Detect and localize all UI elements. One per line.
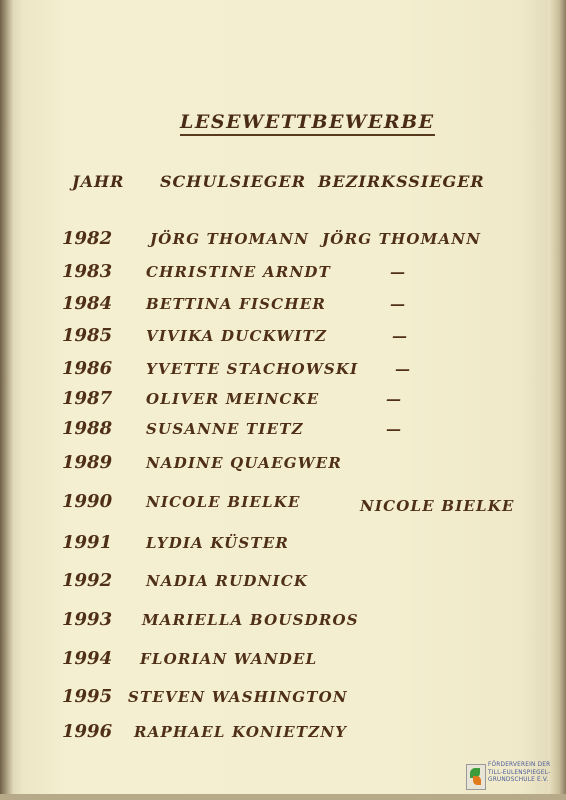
school-winner-cell: YVETTE STACHOWSKI [146, 360, 359, 378]
year-cell: 1987 [62, 388, 113, 409]
school-winner-cell: JÖRG THOMANN [150, 230, 310, 248]
table-row [0, 648, 566, 678]
school-winner-cell: NADIA RUDNICK [146, 572, 309, 590]
district-winner-cell: — [386, 390, 403, 408]
watermark-line: GRUNDSCHULE E.V. [488, 777, 549, 783]
year-cell: 1983 [62, 261, 113, 282]
watermark-text [488, 762, 562, 785]
school-winner-cell: LYDIA KÜSTER [146, 534, 290, 552]
column-header-school-winner: SCHULSIEGER [160, 172, 306, 191]
year-cell: 1989 [62, 452, 113, 473]
school-winner-cell: NADINE QUAEGWER [146, 454, 343, 472]
page-title: LESEWETTBEWERBE [180, 111, 435, 136]
table-row [0, 532, 566, 562]
page-bottom-edge [0, 794, 566, 800]
table-row [0, 609, 566, 639]
table-row [0, 721, 566, 751]
watermark-line: TILL-EULENSPIEGEL- [488, 769, 551, 776]
year-cell: 1984 [62, 293, 113, 314]
year-cell: 1994 [62, 648, 113, 669]
year-cell: 1996 [62, 721, 113, 742]
table-row [0, 570, 566, 600]
year-cell: 1988 [62, 418, 113, 439]
year-cell: 1986 [62, 358, 113, 379]
school-winner-cell: VIVIKA DUCKWITZ [146, 327, 328, 345]
school-winner-cell: BETTINA FISCHER [146, 295, 326, 313]
table-row [0, 358, 566, 388]
table-row [0, 325, 566, 355]
year-cell: 1985 [62, 325, 113, 346]
table-row [0, 686, 566, 716]
school-winner-cell: STEVEN WASHINGTON [128, 688, 348, 706]
school-winner-cell: RAPHAEL KONIETZNY [134, 723, 348, 741]
association-logo-icon [466, 764, 486, 790]
watermark-logo [466, 762, 562, 794]
year-cell: 1995 [62, 686, 113, 707]
table-row [0, 452, 566, 482]
district-winner-cell: — [390, 295, 407, 313]
school-winner-cell: MARIELLA BOUSDROS [142, 611, 359, 629]
school-winner-cell: SUSANNE TIETZ [146, 420, 304, 438]
year-cell: 1991 [62, 532, 113, 553]
table-row [0, 228, 566, 258]
district-winner-cell: JÖRG THOMANN [322, 230, 482, 248]
table-row [0, 418, 566, 448]
column-header-year: JAHR [72, 172, 125, 191]
school-winner-cell: OLIVER MEINCKE [146, 390, 320, 408]
year-cell: 1982 [62, 228, 113, 249]
school-winner-cell: CHRISTINE ARNDT [146, 263, 331, 281]
district-winner-cell: — [386, 420, 403, 438]
column-header-district-winner: BEZIRKSSIEGER [318, 172, 485, 191]
table-row [0, 491, 566, 521]
school-winner-cell: NICOLE BIELKE [146, 493, 301, 511]
watermark-line: FÖRDERVEREIN DER [488, 762, 551, 768]
district-winner-cell: — [392, 327, 409, 345]
district-winner-cell: — [395, 360, 412, 378]
district-winner-cell: NICOLE BIELKE [360, 497, 515, 515]
year-cell: 1990 [62, 491, 113, 512]
school-winner-cell: FLORIAN WANDEL [140, 650, 318, 668]
table-row [0, 293, 566, 323]
table-row [0, 388, 566, 418]
district-winner-cell: — [390, 263, 407, 281]
table-row [0, 261, 566, 291]
year-cell: 1993 [62, 609, 113, 630]
year-cell: 1992 [62, 570, 113, 591]
